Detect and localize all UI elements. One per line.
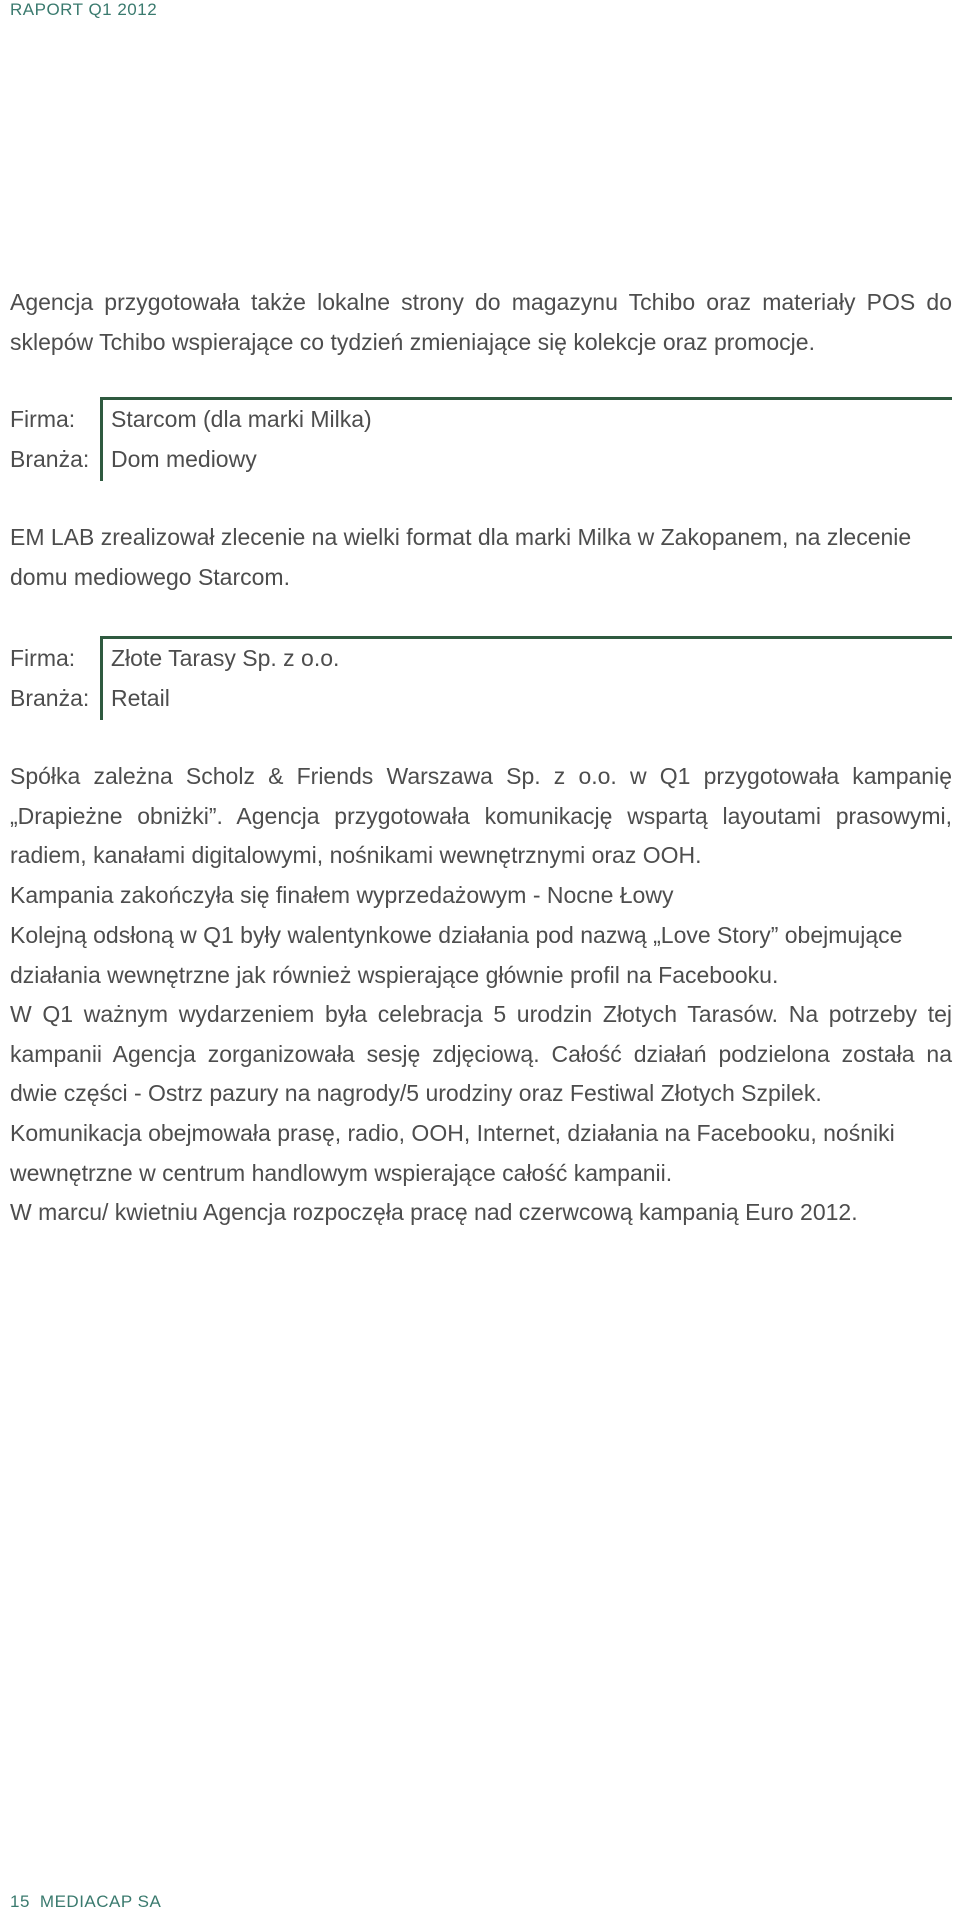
firma-label: Firma: xyxy=(10,645,76,671)
paragraph-tchibo: Agencja przygotowała także lokalne strony do magazynu Tchibo oraz materiały POS do sklepów Tchibo wspierające co tydzień zmieniające się kolekcje oraz promocje. xyxy=(10,289,952,355)
branza-value: Retail xyxy=(111,685,170,711)
branza-value: Dom mediowy xyxy=(111,446,257,472)
paragraph-euro: W marcu/ kwietniu Agencja rozpoczęła pracę nad czerwcową kampanią Euro 2012. xyxy=(10,1199,858,1225)
paragraph-nocne-lowy: Kampania zakończyła się finałem wyprzedażowym - Nocne Łowy xyxy=(10,882,674,908)
paragraph-komunikacja: Komunikacja obejmowała prasę, radio, OOH, Internet, działania na Facebooku, nośniki wewnętrzne w centrum handlowym wspierające całość kampanii. xyxy=(10,1120,895,1186)
paragraph-emlab: EM LAB zrealizował zlecenie na wielki format dla marki Milka w Zakopanem, na zlecenie domu mediowego Starcom. xyxy=(10,524,912,590)
paragraph-scholz: Spółka zależna Scholz & Friends Warszawa Sp. z o.o. w Q1 przygotowała kampanię „Drapieżne obniżki”. Agencja przygotowała komunikację wspartą layoutami prasowymi, radiem, kanałami digitalowymi, nośnikami wewnętrznymi oraz OOH. xyxy=(10,763,952,868)
page-footer xyxy=(10,1892,161,1912)
vertical-divider xyxy=(100,636,103,720)
vertical-divider xyxy=(100,397,103,481)
firma-label: Firma: xyxy=(10,406,76,432)
branza-label: Branża: xyxy=(10,446,90,472)
paragraph-love-story: Kolejną odsłoną w Q1 były walentynkowe działania pod nazwą „Love Story” obejmujące działania wewnętrzne jak również wspierające głównie profil na Facebooku. xyxy=(10,922,903,988)
firma-value: Złote Tarasy Sp. z o.o. xyxy=(111,645,340,671)
firma-value: Starcom (dla marki Milka) xyxy=(111,406,372,432)
company-name: MEDIACAP SA xyxy=(39,1892,162,1911)
paragraph-urodziny: W Q1 ważnym wydarzeniem była celebracja 5 urodzin Złotych Tarasów. Na potrzeby tej kampanii Agencja zorganizowała sesję zdjęciową. Całość działań podzielona została na dwie części - Ostrz pazury na nagrody/5 urodziny oraz Festiwal Złotych Szpilek. xyxy=(10,1001,952,1106)
branza-label: Branża: xyxy=(10,685,90,711)
page-number: 15 xyxy=(10,1892,30,1911)
report-header: RAPORT Q1 2012 xyxy=(10,0,158,19)
